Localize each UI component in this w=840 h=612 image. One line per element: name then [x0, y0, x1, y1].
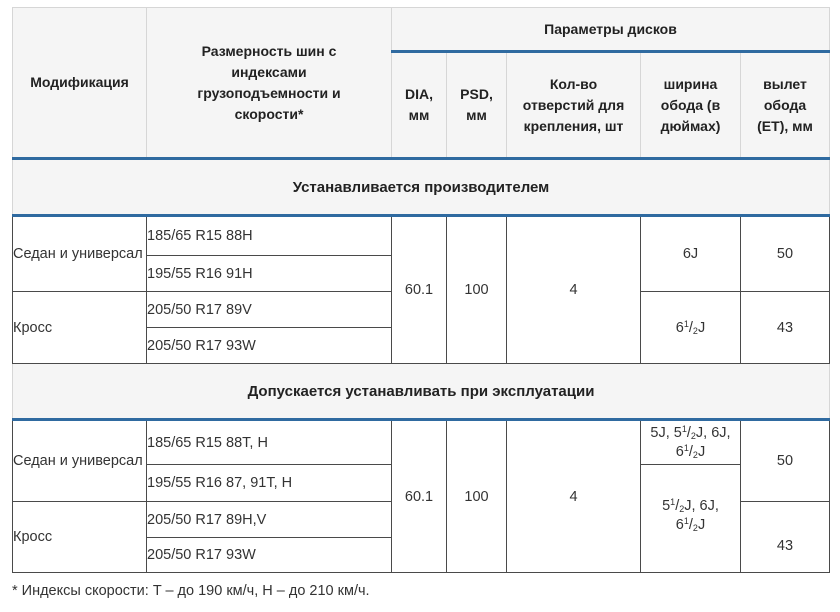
- rim-width-cell: 6J: [641, 216, 741, 292]
- section-title-operation: Допускается устанавливать при эксплуатации: [13, 364, 830, 420]
- table-row: [13, 216, 830, 256]
- psd-cell: 100: [447, 216, 507, 364]
- modification-cell: Кросс: [13, 502, 147, 573]
- modification-cell: Седан и универсал: [13, 420, 147, 502]
- header-dia: DIA, мм: [392, 52, 447, 159]
- tire-size-cell: 205/50 R17 93W: [147, 538, 392, 573]
- header-modification: Модификация: [13, 8, 147, 159]
- tire-size-cell: 185/65 R15 88H: [147, 216, 392, 256]
- holes-cell: 4: [507, 420, 641, 573]
- tire-size-cell: 205/50 R17 89H,V: [147, 502, 392, 538]
- tire-size-cell: 195/55 R16 91H: [147, 256, 392, 292]
- header-offset: вылет обода (ET), мм: [741, 52, 830, 159]
- tire-size-cell: 205/50 R17 93W: [147, 328, 392, 364]
- offset-cell: 50: [741, 420, 830, 502]
- modification-cell: Кросс: [13, 292, 147, 364]
- header-psd: PSD, мм: [447, 52, 507, 159]
- dia-cell: 60.1: [392, 420, 447, 573]
- section-title-row: [13, 364, 830, 420]
- rim-width-cell: $5^1/_2J$, 6J, $6^1/_2J$: [641, 465, 741, 573]
- offset-cell: 43: [741, 502, 830, 573]
- dia-cell: 60.1: [392, 216, 447, 364]
- offset-cell: 50: [741, 216, 830, 292]
- psd-cell: 100: [447, 420, 507, 573]
- header-disc-params: Параметры дисков: [392, 8, 830, 52]
- modification-cell: Седан и универсал: [13, 216, 147, 292]
- tire-disc-spec-table: [12, 7, 830, 573]
- header-rim-width: ширина обода (в дюймах): [641, 52, 741, 159]
- header-tire-size: Размерность шин с индексами грузоподъемности и скорости*: [147, 8, 392, 159]
- table-row: [13, 420, 830, 465]
- holes-cell: 4: [507, 216, 641, 364]
- tire-size-cell: 185/65 R15 88T, H: [147, 420, 392, 465]
- header-holes: Кол-во отверстий для крепления, шт: [507, 52, 641, 159]
- footnote-speed-index: * Индексы скорости: T – до 190 км/ч, H – до 210 км/ч.: [12, 583, 370, 599]
- tire-size-cell: 195/55 R16 87, 91T, H: [147, 465, 392, 502]
- tire-size-cell: 205/50 R17 89V: [147, 292, 392, 328]
- section-title-row: [13, 159, 830, 216]
- rim-width-cell: $6^1/_2J$: [641, 292, 741, 364]
- section-title-manufacturer: Устанавливается производителем: [13, 159, 830, 216]
- rim-width-cell: 5J, $5^1/_2J$, 6J, $6^1/_2J$: [641, 420, 741, 465]
- offset-cell: 43: [741, 292, 830, 364]
